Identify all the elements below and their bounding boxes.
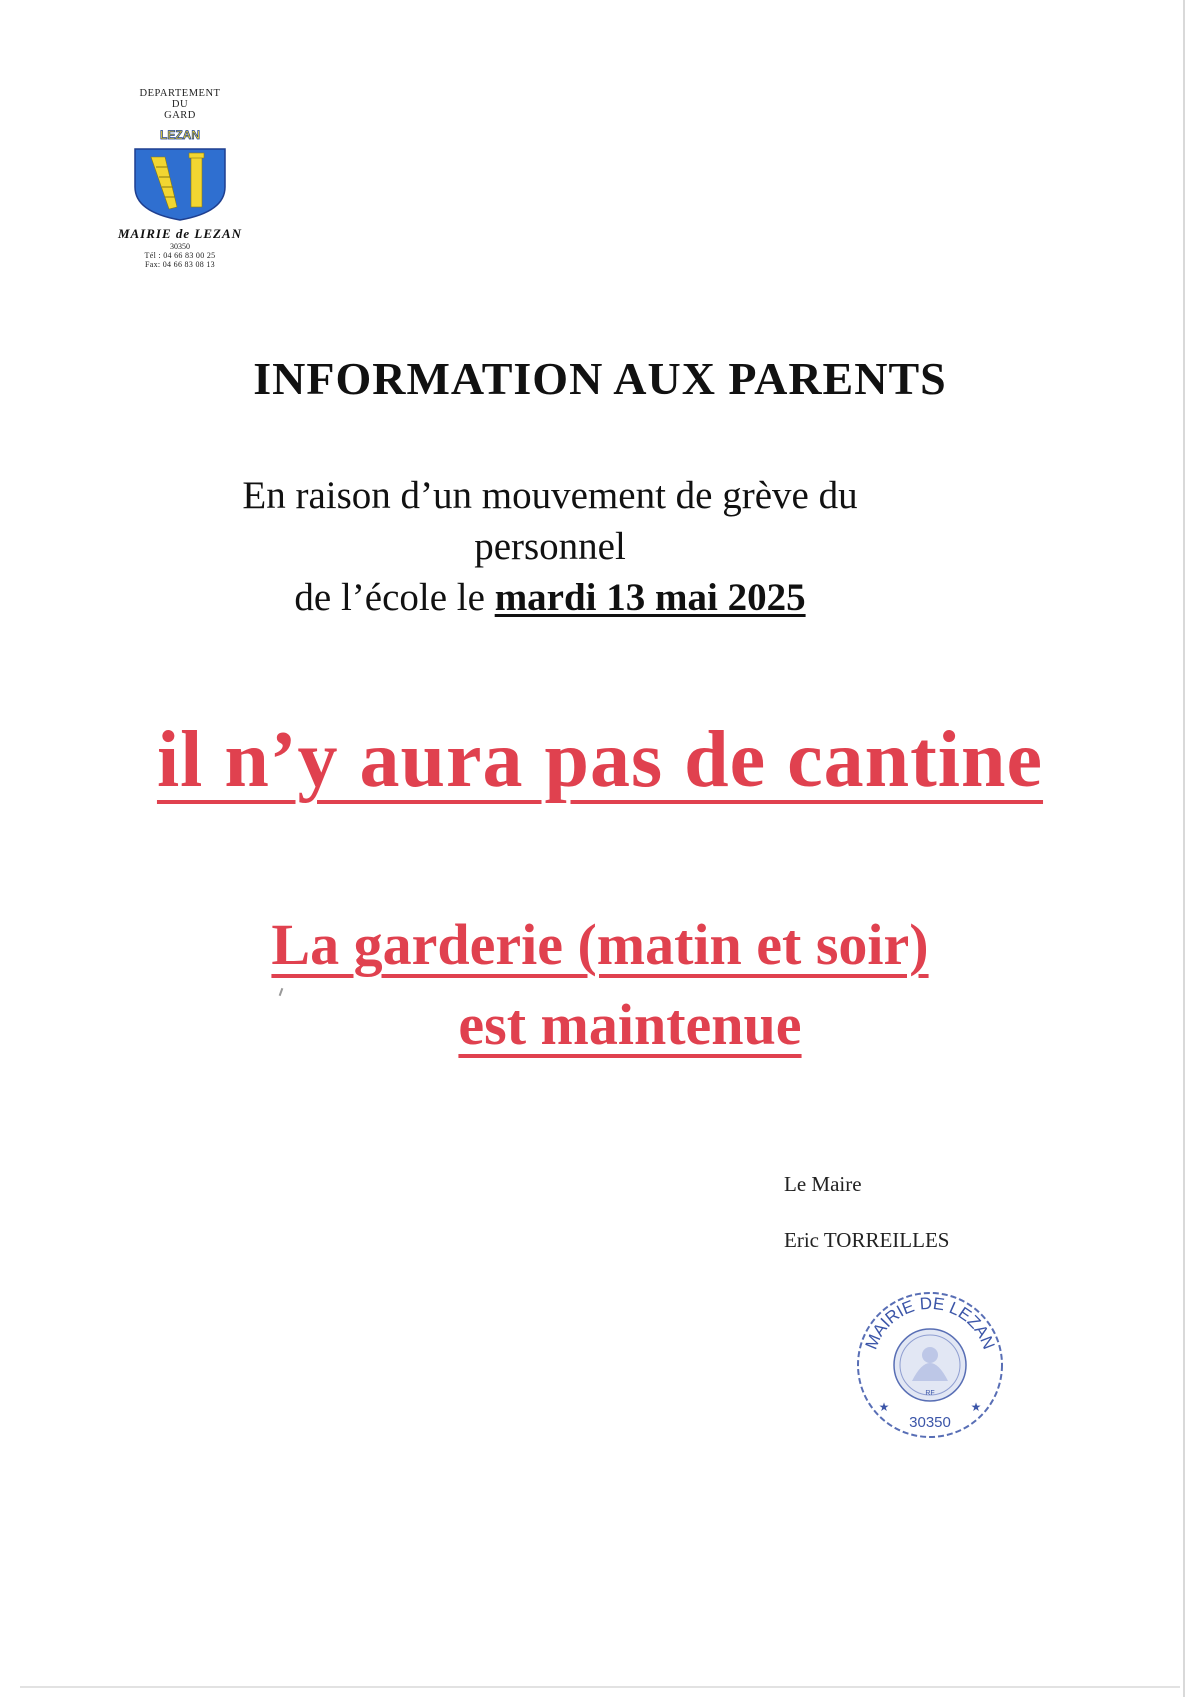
scan-edge-right <box>1183 0 1185 1697</box>
signatory-name: Eric TORREILLES <box>784 1228 950 1252</box>
crest-banner-text: LEZAN <box>160 128 200 142</box>
strike-date: mardi 13 mai 2025 <box>494 576 806 619</box>
garderie-line-2: est maintenue <box>458 992 802 1057</box>
no-cantine-announcement: il n’y aura pas de cantine <box>156 716 1044 804</box>
crest-logo <box>125 127 235 222</box>
intro-line-2: personnel <box>474 525 626 568</box>
garderie-notice <box>0 905 1200 1065</box>
department-label <box>80 88 280 121</box>
department-line-1: DEPARTEMENT <box>139 88 221 99</box>
mairie-fax: Fax: 04 66 83 08 13 <box>145 260 215 269</box>
mairie-postcode: 30350 <box>170 242 190 251</box>
department-line-2: DU <box>171 99 189 110</box>
page-title: INFORMATION AUX PARENTS <box>253 353 947 404</box>
mairie-name: MAIRIE de LEZAN <box>117 226 243 241</box>
stamp-text-path: MAIRIE DE LEZAN <box>861 1293 999 1352</box>
garderie-line-1: La garderie (matin et soir) <box>271 912 929 977</box>
intro-paragraph <box>130 470 970 623</box>
department-line-3: GARD <box>164 110 196 121</box>
scan-edge-bottom <box>20 1686 1180 1688</box>
intro-line-1: En raison d’un mouvement de grève du <box>242 474 858 517</box>
mairie-stamp <box>850 1285 1010 1445</box>
intro-line-3 <box>130 572 970 623</box>
stamp-initials: RF <box>925 1390 935 1397</box>
letterhead <box>80 88 280 269</box>
stamp-postcode: 30350 <box>909 1414 951 1431</box>
intro-line-3-prefix: de l’école le <box>294 576 495 619</box>
signatory-role: Le Maire <box>784 1172 862 1196</box>
stamp-star-right-icon: ★ <box>970 1400 982 1414</box>
mairie-phone: Tél : 04 66 83 00 25 <box>144 251 216 260</box>
stamp-star-left-icon: ★ <box>878 1400 890 1414</box>
